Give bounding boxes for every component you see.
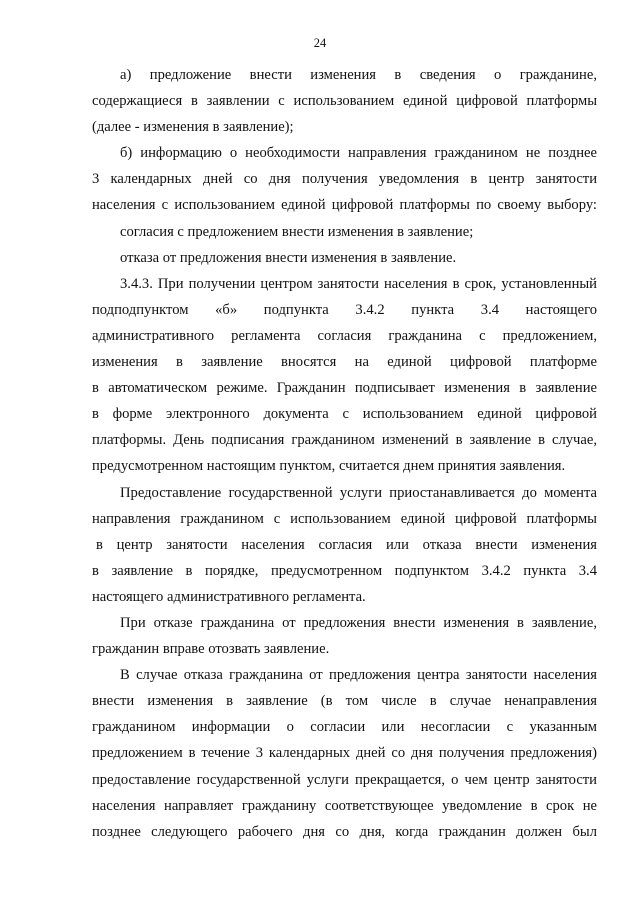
text-line: внести изменения в заявление (в том числе в случае ненаправления — [92, 693, 597, 710]
text-line: (далее - изменения в заявление); — [92, 119, 294, 136]
paragraph-item-a — [92, 62, 597, 140]
paragraph-item-b — [92, 140, 597, 218]
document-body — [92, 62, 597, 845]
text-line: направления гражданином с использованием единой цифровой платформы — [92, 510, 597, 527]
text-line: содержащиеся в заявлении с использованием единой цифровой платформы — [92, 93, 597, 110]
text-line: предусмотренном настоящим пунктом, считается днем принятия заявления. — [92, 458, 566, 475]
text-line: настоящего административного регламента. — [92, 588, 366, 605]
text-line: подподпунктом «б» подпункта 3.4.2 пункта 3.4 настоящего — [92, 301, 597, 318]
text-line: В случае отказа гражданина от предложения центра занятости населения — [120, 667, 597, 684]
text-line: предоставление государственной услуги прекращается, о чем центр занятости — [92, 771, 597, 788]
text-line: в автоматическом режиме. Гражданин подписывает изменения в заявление — [92, 380, 597, 397]
text-line: Предоставление государственной услуги приостанавливается до момента — [120, 484, 597, 501]
paragraph-option-agree — [92, 219, 597, 245]
text-line: б) информацию о необходимости направления гражданином не позднее — [120, 145, 597, 162]
page-number: 24 — [313, 36, 327, 50]
paragraph-refusal-termination — [92, 662, 597, 845]
text-line: в заявление в порядке, предусмотренном подпунктом 3.4.2 пункта 3.4 — [92, 562, 597, 579]
text-line: в центр занятости населения согласия или отказа внести изменения — [96, 536, 597, 553]
paragraph-option-refuse — [92, 245, 597, 271]
text-line: При отказе гражданина от предложения внести изменения в заявление, — [120, 614, 597, 631]
text-line: гражданин вправе отозвать заявление. — [92, 641, 330, 658]
paragraph-withdrawal — [92, 610, 597, 662]
text-line: платформы. День подписания гражданином изменений в заявление в случае, — [92, 432, 597, 449]
paragraph-3-4-3 — [92, 271, 597, 480]
text-line: согласия с предложением внести изменения в заявление; — [120, 223, 474, 240]
text-line: административного регламента согласия гражданина с предложением, — [92, 327, 597, 344]
text-line: гражданином информации о согласии или несогласии с указанным — [92, 719, 597, 736]
text-line: населения направляет гражданину соответствующее уведомление в срок не — [92, 797, 597, 814]
text-line: изменения в заявление вносятся на единой цифровой платформе — [92, 354, 597, 371]
paragraph-suspension — [92, 480, 597, 610]
text-line: населения с использованием единой цифровой платформы по своему выбору: — [92, 197, 597, 214]
text-line: 3 календарных дней со дня получения уведомления в центр занятости — [92, 171, 597, 188]
text-line: отказа от предложения внести изменения в заявление. — [120, 249, 457, 266]
text-line: 3.4.3. При получении центром занятости населения в срок, установленный — [120, 275, 597, 292]
text-line: а) предложение внести изменения в сведения о гражданине, — [120, 67, 597, 83]
text-line: позднее следующего рабочего дня со дня, когда гражданин должен был — [92, 823, 597, 840]
text-line: в форме электронного документа с использованием единой цифровой — [92, 406, 597, 423]
text-line: предложением в течение 3 календарных дней со дня получения предложения) — [92, 745, 597, 762]
